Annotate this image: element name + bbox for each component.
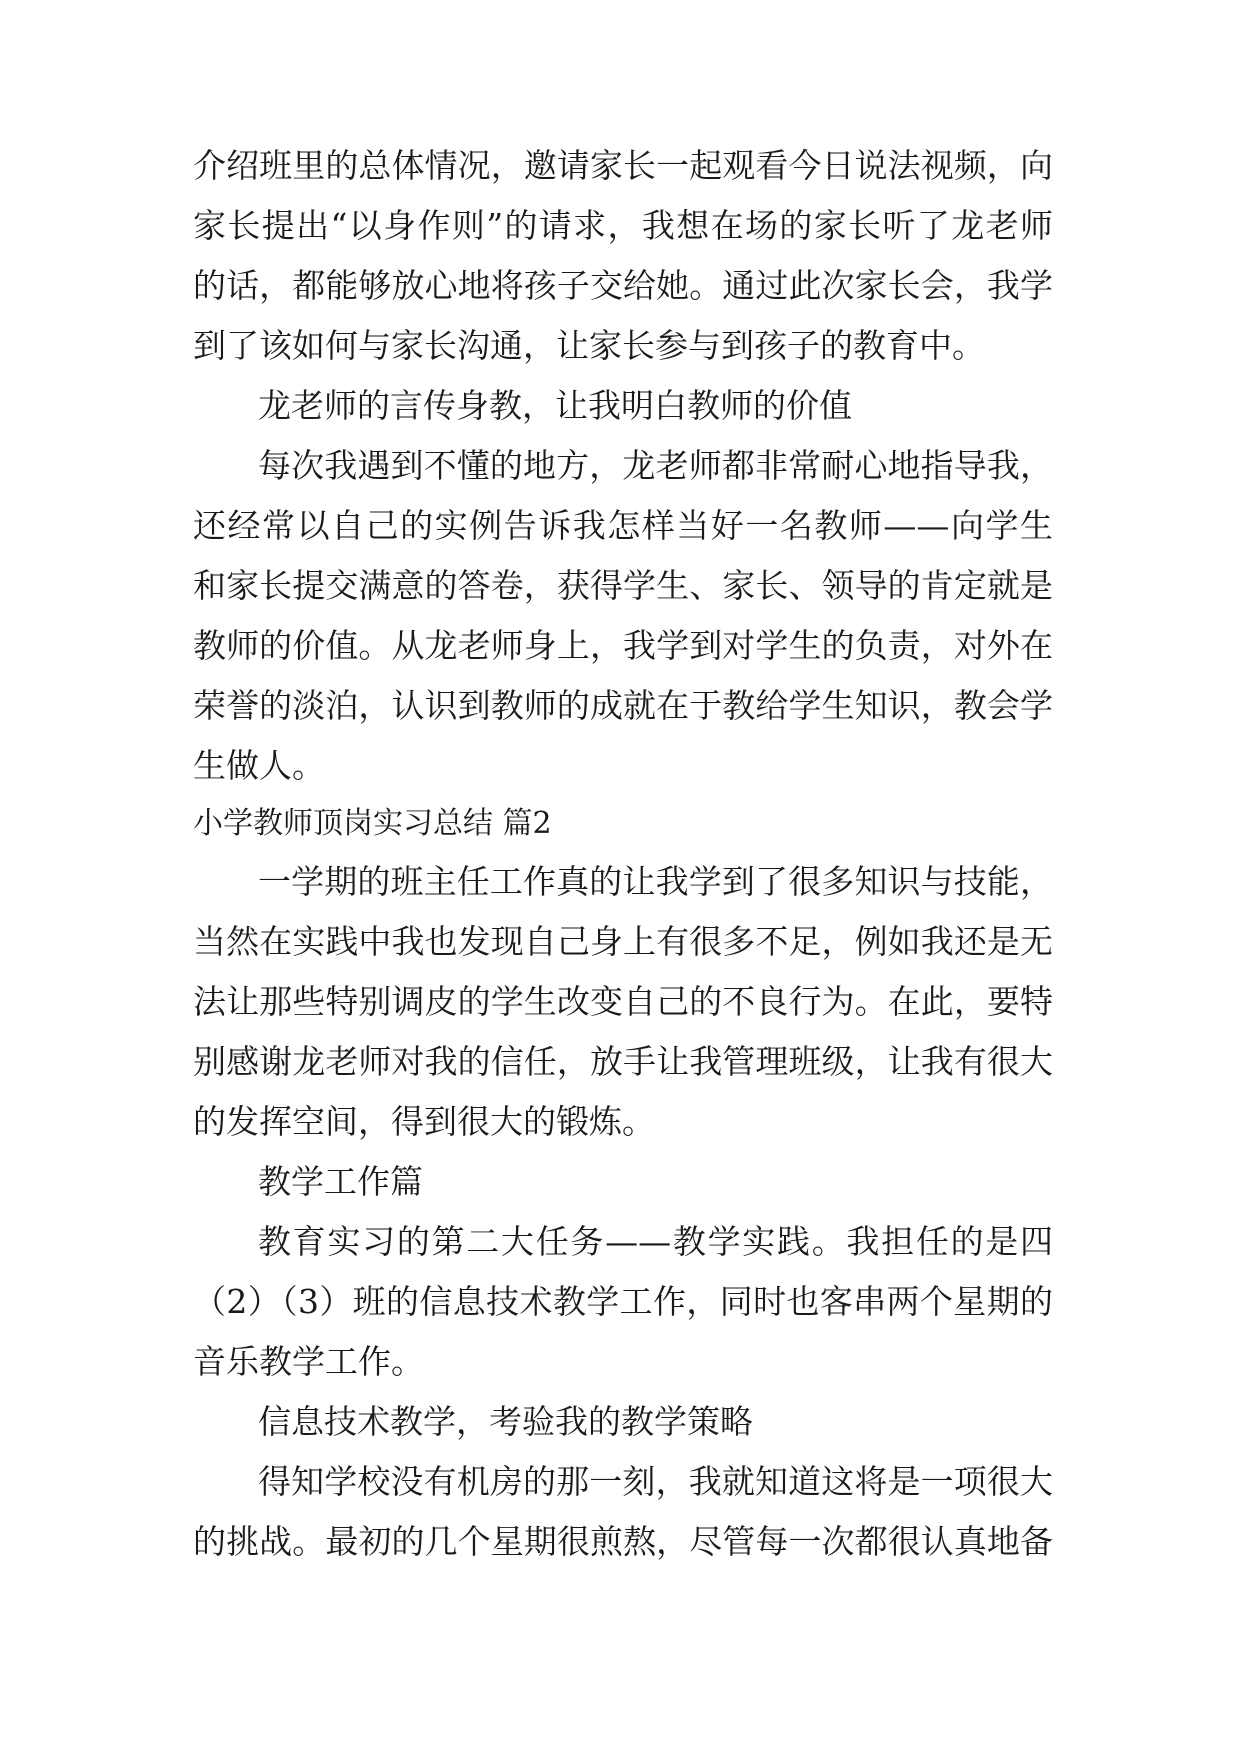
paragraph-line: 法让那些特别调皮的学生改变自己的不良行为。在此，要特 <box>193 982 1053 1021</box>
paragraph-line: 每次我遇到不懂的地方，龙老师都非常耐心地指导我， <box>258 446 1053 485</box>
paragraph-line: 介绍班里的总体情况，邀请家长一起观看今日说法视频，向 <box>193 146 1053 185</box>
paragraph-line: 一学期的班主任工作真的让我学到了很多知识与技能， <box>258 862 1053 901</box>
section-subheading: 龙老师的言传身教，让我明白教师的价值 <box>258 386 852 425</box>
paragraph-line: 音乐教学工作。 <box>193 1342 424 1381</box>
paragraph-line: 荣誉的淡泊，认识到教师的成就在于教给学生知识，教会学 <box>193 686 1053 725</box>
paragraph-line: 还经常以自己的实例告诉我怎样当好一名教师——向学生 <box>193 506 1053 545</box>
paragraph-line: 的挑战。最初的几个星期很煎熬，尽管每一次都很认真地备 <box>193 1522 1053 1561</box>
paragraph-line: 家长提出“以身作则”的请求，我想在场的家长听了龙老师 <box>193 206 1053 245</box>
paragraph-line: 教师的价值。从龙老师身上，我学到对学生的负责，对外在 <box>193 626 1053 665</box>
paragraph-line: （2）（3）班的信息技术教学工作，同时也客串两个星期的 <box>193 1282 1053 1321</box>
paragraph-line: 的发挥空间，得到很大的锻炼。 <box>193 1102 655 1141</box>
article-heading: 小学教师顶岗实习总结 篇2 <box>193 806 552 841</box>
section-subheading: 教学工作篇 <box>258 1162 423 1201</box>
paragraph-line: 教育实习的第二大任务——教学实践。我担任的是四 <box>258 1222 1053 1261</box>
paragraph-line: 生做人。 <box>193 746 325 785</box>
paragraph-line: 别感谢龙老师对我的信任，放手让我管理班级，让我有很大 <box>193 1042 1053 1081</box>
section-subheading: 信息技术教学，考验我的教学策略 <box>258 1402 753 1441</box>
paragraph-line: 的话，都能够放心地将孩子交给她。通过此次家长会，我学 <box>193 266 1053 305</box>
paragraph-line: 到了该如何与家长沟通，让家长参与到孩子的教育中。 <box>193 326 985 365</box>
paragraph-line: 当然在实践中我也发现自己身上有很多不足，例如我还是无 <box>193 922 1053 961</box>
paragraph-line: 和家长提交满意的答卷，获得学生、家长、领导的肯定就是 <box>193 566 1053 605</box>
paragraph-line: 得知学校没有机房的那一刻，我就知道这将是一项很大 <box>258 1462 1053 1501</box>
